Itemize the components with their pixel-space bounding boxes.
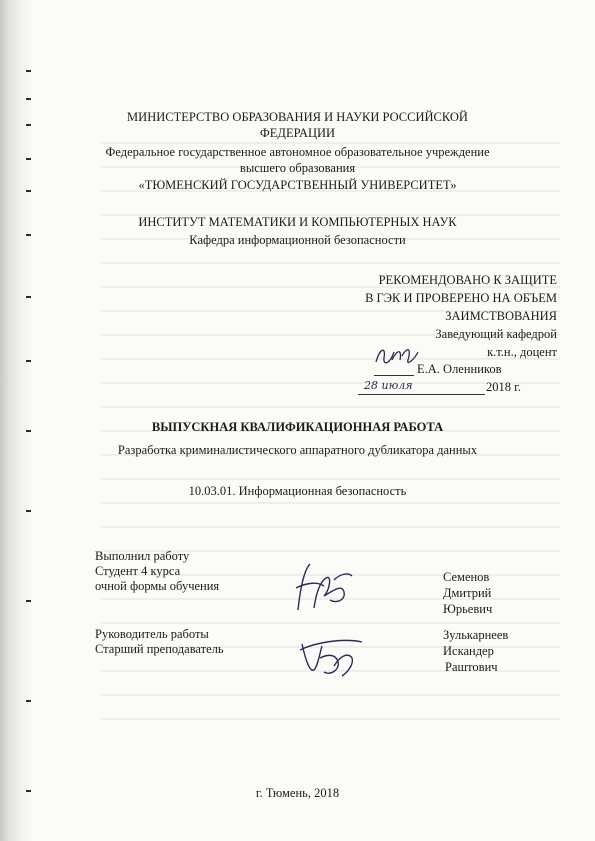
approval-year: 2018 г.: [486, 380, 521, 394]
supervisor-signature: [296, 632, 366, 682]
supervisor-first-name: Искандер: [443, 644, 494, 658]
ministry-line-2: ФЕДЕРАЦИИ: [259, 126, 336, 140]
head-degree: к.т.н., доцент: [487, 345, 557, 359]
student-label-1: Выполнил работу: [95, 549, 190, 563]
supervisor-label-2: Старший преподаватель: [95, 642, 224, 656]
handwritten-date: 28 июля: [364, 379, 413, 392]
supervisor-label-1: Руководитель работы: [95, 627, 209, 641]
student-label-2: Студент 4 курса: [95, 564, 181, 578]
supervisor-surname: Зулькарнеев: [443, 628, 509, 642]
binding-mark: [26, 296, 31, 298]
approval-line-1: РЕКОМЕНДОВАНО К ЗАЩИТЕ: [378, 273, 557, 287]
head-signature: [372, 342, 422, 372]
institute-name: ИНСТИТУТ МАТЕМАТИКИ И КОМПЬЮТЕРНЫХ НАУК: [138, 215, 457, 229]
binding-mark: [26, 600, 31, 602]
student-label-3: очной формы обучения: [95, 579, 220, 593]
university-name: «ТЮМЕНСКИЙ ГОСУДАРСТВЕННЫЙ УНИВЕРСИТЕТ»: [138, 178, 457, 192]
federal-institution-line-2: высшего образования: [239, 161, 356, 175]
federal-institution-line-1: Федеральное государственное автономное образовательное учреждение: [105, 145, 490, 159]
binding-mark: [26, 700, 31, 702]
supervisor-patronymic: Раштович: [445, 660, 498, 674]
binding-mark: [26, 360, 31, 362]
head-position: Заведующий кафедрой: [435, 327, 557, 341]
head-name: Е.А. Оленников: [417, 362, 502, 376]
work-topic: Разработка криминалистического аппаратного дубликатора данных: [117, 443, 478, 457]
binding-mark: [26, 70, 31, 72]
approval-line-2: В ГЭК И ПРОВЕРЕНО НА ОБЪЕМ: [365, 291, 557, 305]
ministry-line-1: МИНИСТЕРСТВО ОБРАЗОВАНИЯ И НАУКИ РОССИЙСКОЙ: [127, 110, 468, 124]
city-year: г. Тюмень, 2018: [255, 786, 340, 800]
department-name: Кафедра информационной безопасности: [189, 233, 406, 247]
student-surname: Семенов: [443, 570, 490, 584]
approval-line-3: ЗАИМСТВОВАНИЯ: [445, 309, 557, 323]
student-signature: [290, 560, 360, 614]
binding-mark: [26, 510, 31, 512]
student-patronymic: Юрьевич: [443, 602, 493, 616]
work-type-title: ВЫПУСКНАЯ КВАЛИФИКАЦИОННАЯ РАБОТА: [151, 420, 444, 434]
student-first-name: Дмитрий: [443, 586, 492, 600]
binding-mark: [26, 98, 31, 100]
specialty: 10.03.01. Информационная безопасность: [188, 484, 407, 498]
